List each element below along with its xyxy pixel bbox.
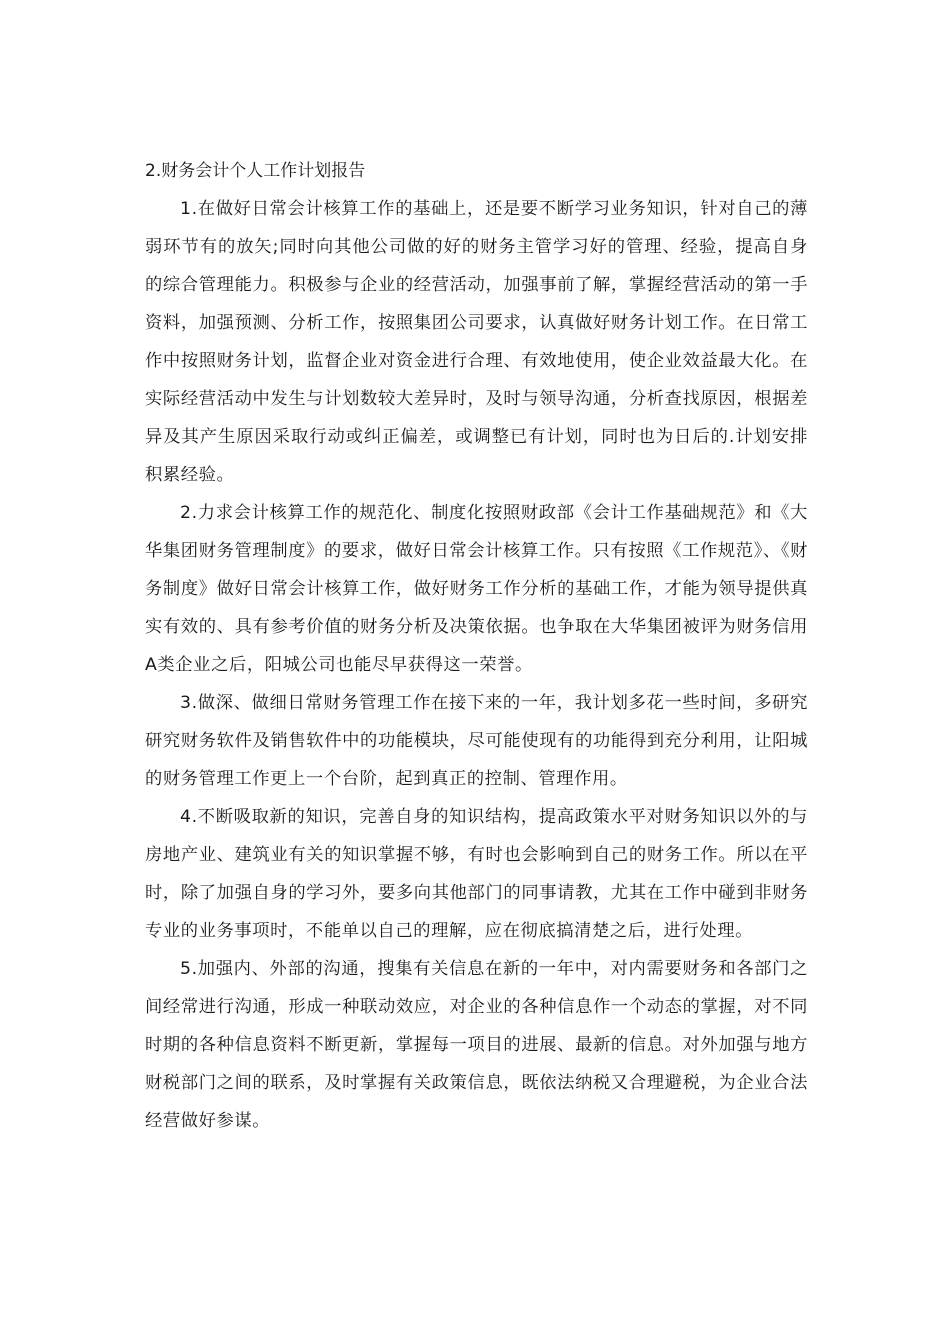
paragraph-2: 2.力求会计核算工作的规范化、制度化按照财政部《会计工作基础规范》和《大华集团财务管理制度》的要求，做好日常会计核算工作。只有按照《工作规范》、《财务制度》做好日常会计核算工作，做好财务工作分析的基础工作，才能为领导提供真实有效的、具有参考价值的财务分析及决策依据。也争取在大华集团被评为财务信用A类企业之后，阳城公司也能尽早获得这一荣誉。 [145, 503, 808, 675]
paragraph-4: 4.不断吸取新的知识，完善自身的知识结构，提高政策水平对财务知识以外的与房地产业、建筑业有关的知识掌握不够，有时也会影响到自己的财务工作。所以在平时，除了加强自身的学习外，要多向其他部门的同事请教，尤其在工作中碰到非财务专业的业务事项时，不能单以自己的理解，应在彻底搞清楚之后，进行处理。 [145, 807, 808, 941]
document-title: 2.财务会计个人工作计划报告 [145, 161, 366, 181]
paragraph-3: 3.做深、做细日常财务管理工作在接下来的一年，我计划多花一些时间，多研究研究财务软件及销售软件中的功能模块，尽可能使现有的功能得到充分利用，让阳城的财务管理工作更上一个台阶，起到真正的控制、管理作用。 [145, 693, 808, 789]
paragraph-1: 1.在做好日常会计核算工作的基础上，还是要不断学习业务知识，针对自己的薄弱环节有的放矢;同时向其他公司做的好的财务主管学习好的管理、经验，提高自身的综合管理能力。积极参与企业的经营活动，加强事前了解，掌握经营活动的第一手资料，加强预测、分析工作，按照集团公司要求，认真做好财务计划工作。在日常工作中按照财务计划，监督企业对资金进行合理、有效地使用，使企业效益最大化。在实际经营活动中发生与计划数较大差异时，及时与领导沟通，分析查找原因，根据差异及其产生原因采取行动或纠正偏差，或调整已有计划，同时也为日后的.计划安排积累经验。 [145, 199, 808, 485]
paragraph-5: 5.加强内、外部的沟通，搜集有关信息在新的一年中，对内需要财务和各部门之间经常进行沟通，形成一种联动效应，对企业的各种信息作一个动态的掌握，对不同时期的各种信息资料不断更新，掌握每一项目的进展、最新的信息。对外加强与地方财税部门之间的联系，及时掌握有关政策信息，既依法纳税又合理避税，为企业合法经营做好参谋。 [145, 959, 808, 1131]
document-body [145, 152, 808, 1140]
